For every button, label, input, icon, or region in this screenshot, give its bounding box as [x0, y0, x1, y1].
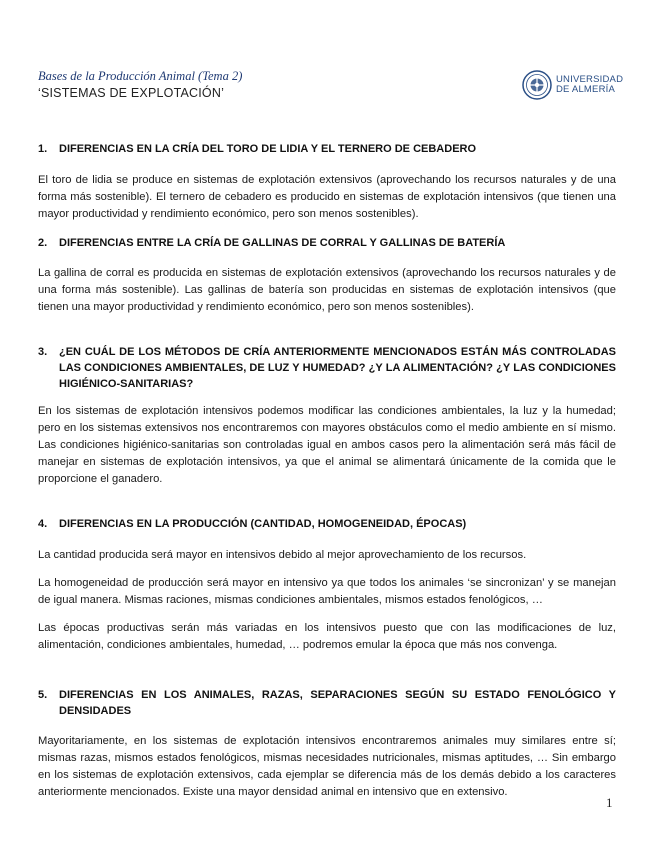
university-logo [522, 70, 622, 102]
topic-title: ‘SISTEMAS DE EXPLOTACIÓN’ [38, 86, 225, 100]
section-heading [38, 344, 616, 392]
section-heading [38, 235, 616, 251]
section-heading-text: DIFERENCIAS ENTRE LA CRÍA DE GALLINAS DE CORRAL Y GALLINAS DE BATERÍA [59, 237, 506, 249]
section-heading [38, 516, 616, 532]
section-1 [38, 141, 616, 223]
section-paragraph: La gallina de corral es producida en sistemas de explotación extensivos (aprovechando los recursos naturales y de una forma más sostenible). Las gallinas de batería son producidas en sistemas de explotación intensivos (que tienen una mayor productividad y rendimiento económico, pero son menos sostenibles). [38, 267, 616, 313]
section-heading-text: ¿EN CUÁL DE LOS MÉTODOS DE CRÍA ANTERIORMENTE MENCIONADOS ESTÁN MÁS CONTROLADAS LAS CONDICIONES AMBIENTALES, DE LUZ Y HUMEDAD? ¿Y LA ALIMENTACIÓN? ¿Y LAS CONDICIONES HIGIÉNICO-SANITARIAS? [59, 346, 616, 390]
university-seal-icon [522, 70, 552, 100]
section-heading [38, 687, 616, 719]
section-number: 3. [38, 346, 48, 358]
course-title: Bases de la Producción Animal (Tema 2) [38, 69, 243, 83]
section-heading-text: DIFERENCIAS EN LA PRODUCCIÓN (CANTIDAD, HOMOGENEIDAD, ÉPOCAS) [59, 518, 467, 530]
section-2 [38, 235, 616, 316]
section-paragraph: La cantidad producida será mayor en intensivos debido al mejor aprovechamiento de los recursos. [38, 549, 527, 561]
section-paragraph: La homogeneidad de producción será mayor en intensivo ya que todos los animales ‘se sincronizan’ y se manejan de igual manera. Mismas raciones, mismas condiciones ambientales, mismos estados fenológicos, … [38, 577, 616, 606]
section-paragraph: Las épocas productivas serán más variadas en los intensivos puesto que con las modificaciones de luz, alimentación, condiciones ambientales, humedad, … podremos emular la época que más nos convenga. [38, 622, 616, 651]
section-paragraph: En los sistemas de explotación intensivos podemos modificar las condiciones ambientales, la luz y la humedad; pero en los sistemas extensivos nos encontraremos con mayores obstáculos como el medio ambiente en sí mismo. Las condiciones higiénico-sanitarias son controladas igual en ambos casos pero la alimentación será más fácil de manejar en sistemas de explotación intensivos, ya que el animal se alimentará únicamente de la comida que le proporcione el ganadero. [38, 405, 616, 485]
section-heading-text: DIFERENCIAS EN LOS ANIMALES, RAZAS, SEPARACIONES SEGÚN SU ESTADO FENOLÓGICO Y DENSIDADES [59, 689, 616, 717]
university-name [556, 75, 623, 95]
section-4 [38, 516, 616, 654]
section-number: 5. [38, 689, 48, 701]
section-number: 2. [38, 237, 48, 249]
section-number: 1. [38, 143, 48, 155]
section-5 [38, 687, 616, 801]
section-heading-text: DIFERENCIAS EN LA CRÍA DEL TORO DE LIDIA Y EL TERNERO DE CEBADERO [59, 143, 477, 155]
section-3 [38, 344, 616, 488]
university-name-line1: UNIVERSIDAD [556, 74, 624, 85]
section-paragraph: Mayoritariamente, en los sistemas de explotación intensivos encontraremos animales muy similares entre sí; mismas razas, mismos estados fenológicos, mismas necesidades nutricionales, mismas aptitudes, … Sin embargo en los sistemas de explotación extensivos, cada ejemplar se diferencia más de los demás debido a los caracteres anteriormente mencionados. Existe una mayor densidad animal en intensivo que en extensivo. [38, 735, 616, 798]
section-heading [38, 141, 616, 157]
page-number: 1 [606, 795, 613, 810]
section-paragraph: El toro de lidia se produce en sistemas de explotación extensivos (aprovechando los recursos naturales y de una forma más sostenible). El ternero de cebadero es producido en sistemas de explotación intensivos (que tienen una mayor productividad y rendimiento económico, pero son menos sostenibles). [38, 174, 616, 220]
section-number: 4. [38, 518, 48, 530]
university-name-line2: DE ALMERÍA [556, 84, 616, 95]
